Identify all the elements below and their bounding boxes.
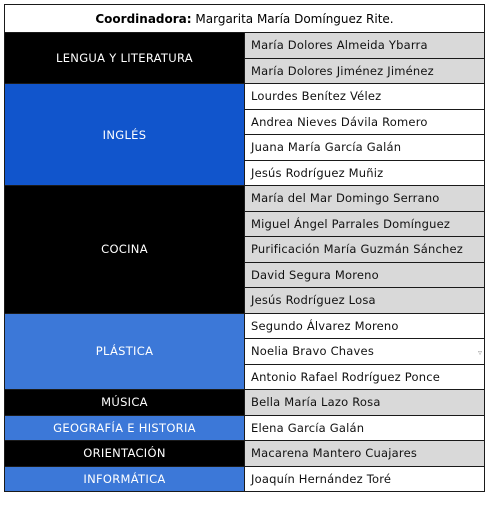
table-row bbox=[5, 186, 485, 212]
table-row bbox=[5, 390, 485, 416]
coordinator-name: Margarita María Domínguez Rite. bbox=[191, 11, 394, 26]
table-row bbox=[5, 84, 485, 110]
member-name-cell: Elena García Galán bbox=[245, 415, 485, 441]
member-name-cell: María Dolores Almeida Ybarra bbox=[245, 33, 485, 59]
coordinator-cell bbox=[5, 5, 485, 33]
table-row bbox=[5, 313, 485, 339]
member-name-cell: Antonio Rafael Rodríguez Ponce bbox=[245, 364, 485, 390]
member-name-cell: Andrea Nieves Dávila Romero bbox=[245, 109, 485, 135]
member-name-cell: Joaquín Hernández Toré bbox=[245, 466, 485, 492]
member-name-cell: Jesús Rodríguez Losa bbox=[245, 288, 485, 314]
member-name-cell: María del Mar Domingo Serrano bbox=[245, 186, 485, 212]
member-name-cell: Bella María Lazo Rosa bbox=[245, 390, 485, 416]
department-table-container bbox=[4, 4, 485, 492]
department-name-cell: PLÁSTICA bbox=[5, 313, 245, 390]
member-name-cell: Jesús Rodríguez Muñiz bbox=[245, 160, 485, 186]
member-name-cell: Juana María García Galán bbox=[245, 135, 485, 161]
member-name-cell: David Segura Moreno bbox=[245, 262, 485, 288]
coordinator-row bbox=[5, 5, 485, 33]
member-name-cell: Noelia Bravo Chaves bbox=[245, 339, 485, 365]
table-row bbox=[5, 33, 485, 59]
department-table bbox=[4, 4, 485, 492]
member-name-cell: Macarena Mantero Cuajares bbox=[245, 441, 485, 467]
member-name-cell: Lourdes Benítez Vélez bbox=[245, 84, 485, 110]
department-name-cell: COCINA bbox=[5, 186, 245, 314]
member-name-cell: Segundo Álvarez Moreno bbox=[245, 313, 485, 339]
table-row bbox=[5, 466, 485, 492]
department-name-cell: MÚSICA bbox=[5, 390, 245, 416]
scroll-indicator-icon: ▿ bbox=[477, 348, 482, 357]
department-name-cell: INGLÉS bbox=[5, 84, 245, 186]
member-name-cell: Miguel Ángel Parrales Domínguez bbox=[245, 211, 485, 237]
table-row bbox=[5, 415, 485, 441]
department-name-cell: GEOGRAFÍA E HISTORIA bbox=[5, 415, 245, 441]
department-name-cell: INFORMÁTICA bbox=[5, 466, 245, 492]
department-name-cell: LENGUA Y LITERATURA bbox=[5, 33, 245, 84]
table-row bbox=[5, 441, 485, 467]
department-name-cell: ORIENTACIÓN bbox=[5, 441, 245, 467]
member-name-cell: Purificación María Guzmán Sánchez bbox=[245, 237, 485, 263]
coordinator-label: Coordinadora: bbox=[95, 11, 192, 26]
member-name-cell: María Dolores Jiménez Jiménez bbox=[245, 58, 485, 84]
